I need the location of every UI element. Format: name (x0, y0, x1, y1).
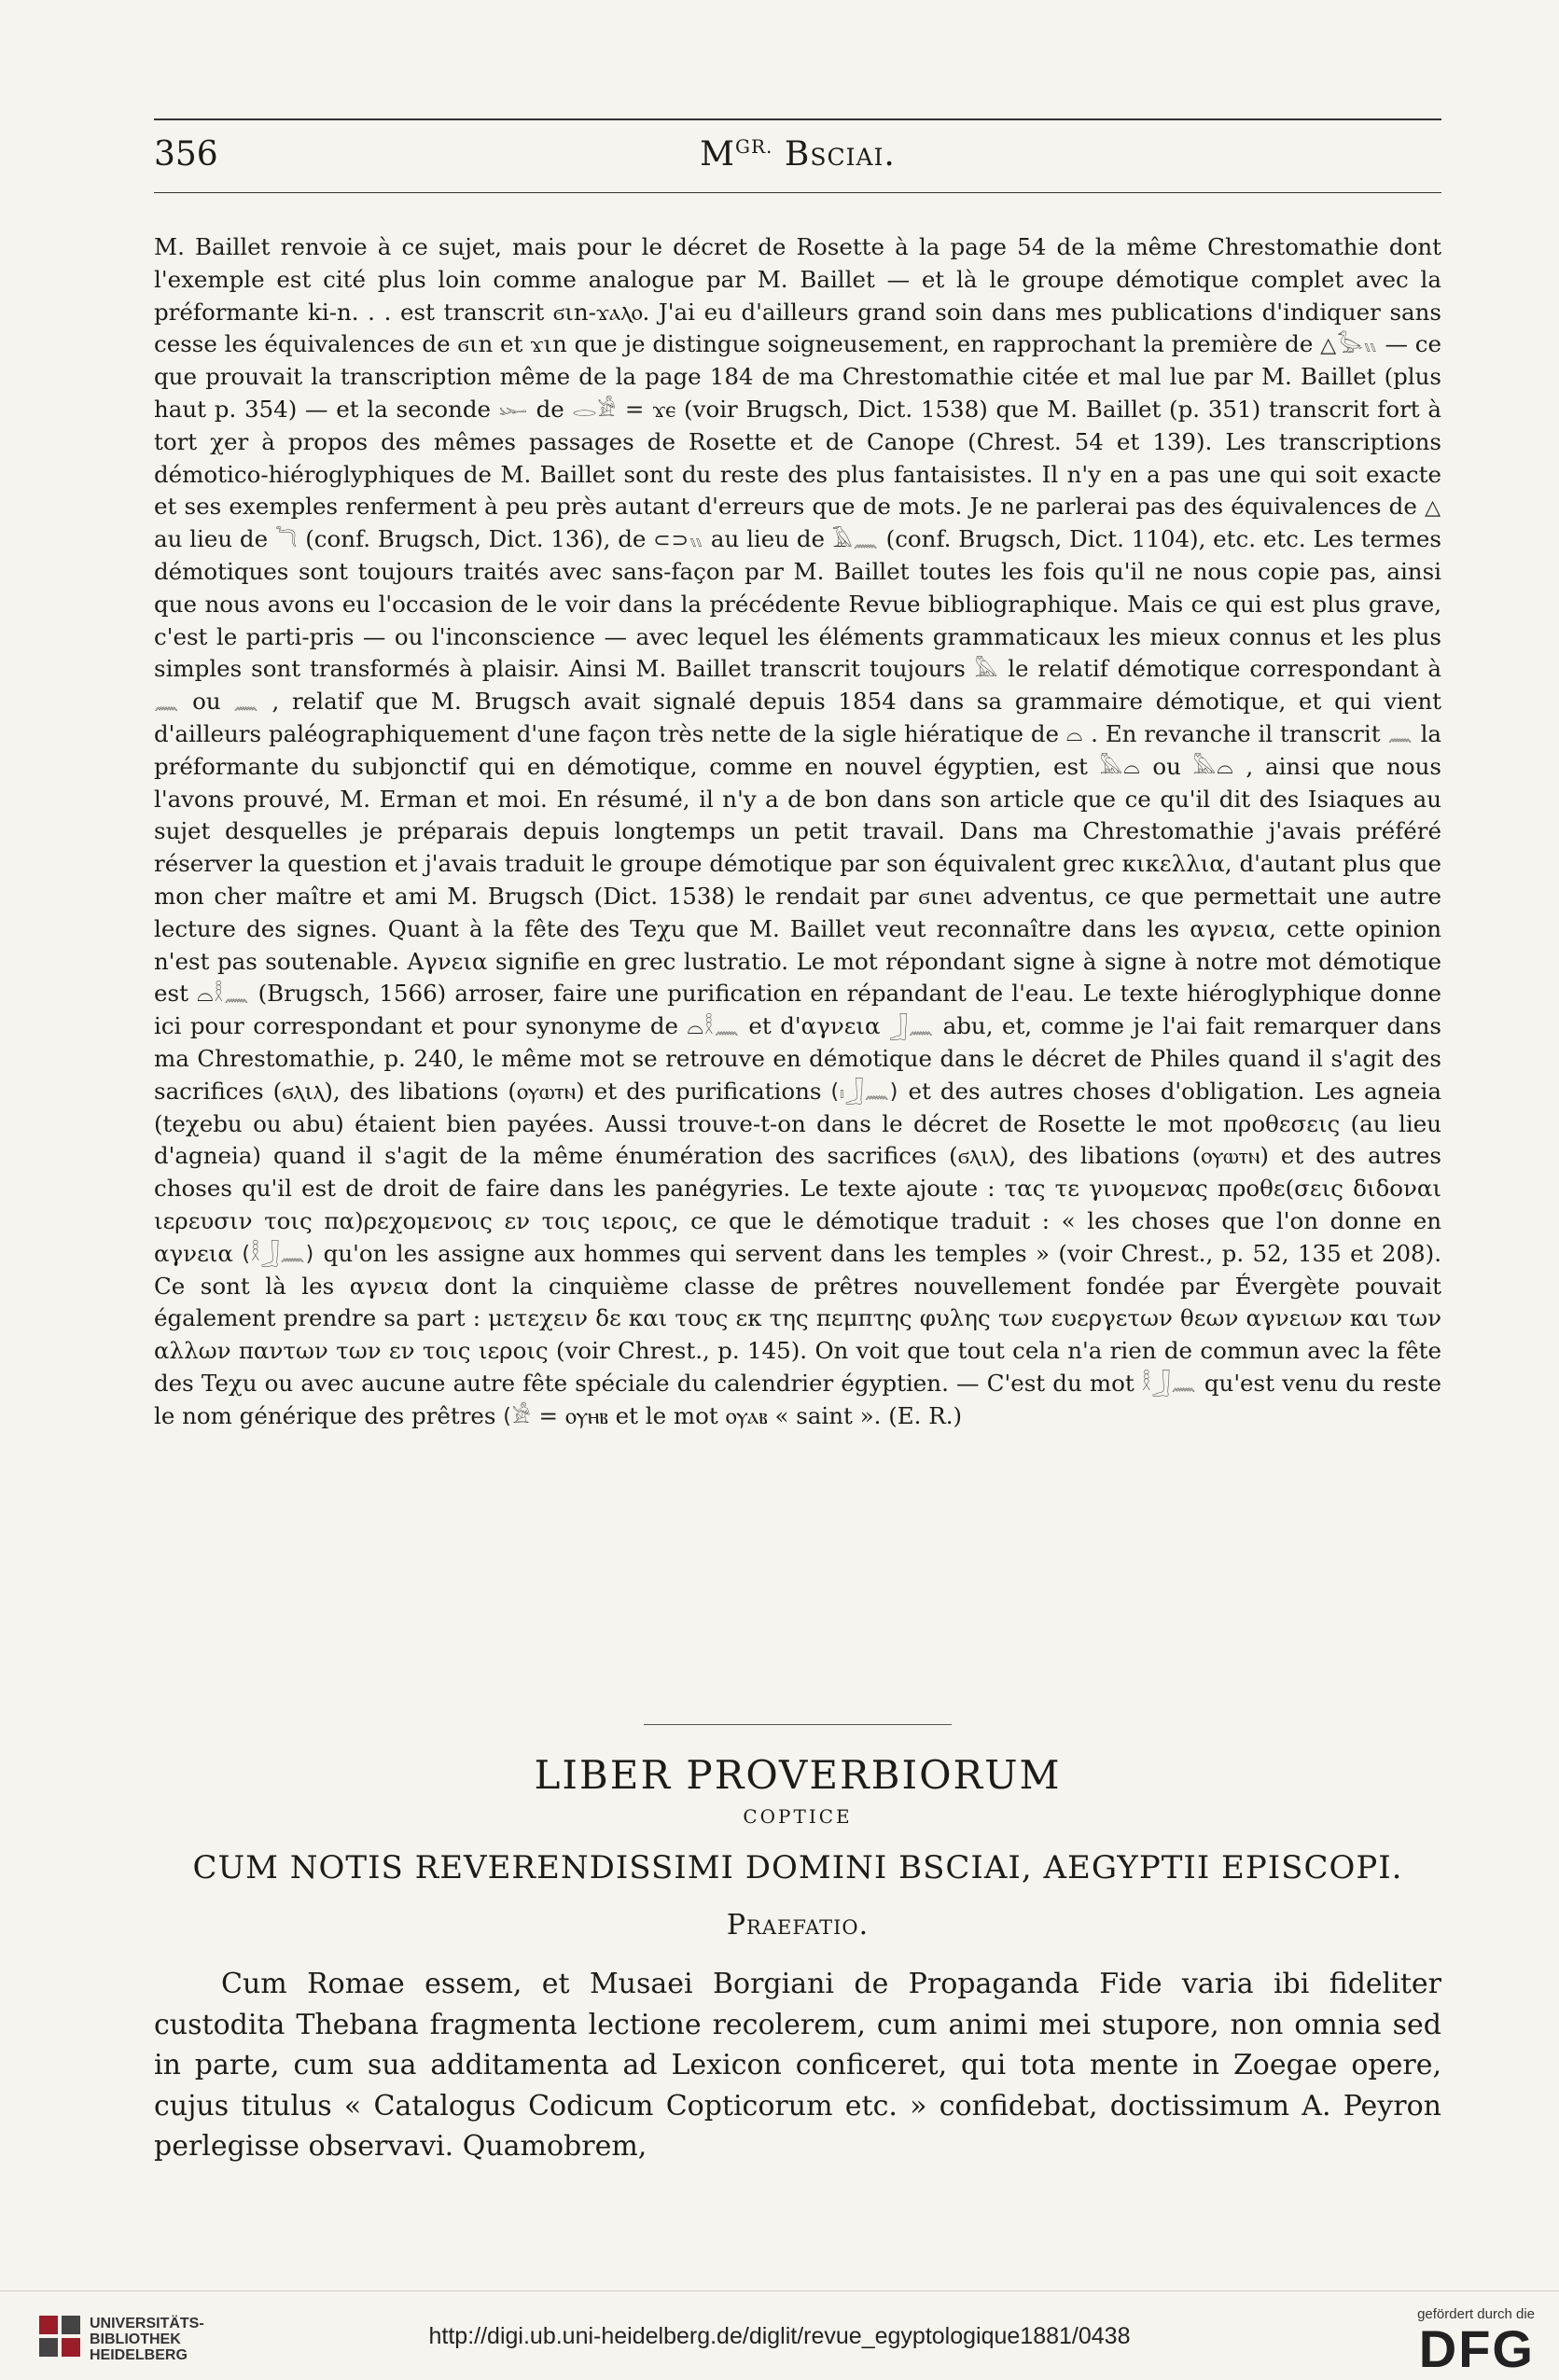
hieroglyph-group-icon: 𓅓 (974, 658, 999, 682)
hieroglyph-group-icon: (𓏤𓃀𓈖) (830, 1080, 899, 1105)
header-rule (154, 192, 1441, 193)
hieroglyph-group-icon: 𓃀𓈖 (889, 1015, 935, 1039)
hieroglyph-group-icon: 𓆱 (498, 398, 528, 423)
praefatio-text: Cum Romae essem, et Musaei Borgiani de Propaganda Fide varia ibi fideliter custodita Thebana fragmenta lectione recolerem, cum animi mei stupore, non omnia sed in parte, cum sua additamenta ad Lexicon conficeret, qui tota mente in Zoegae opere, cujus titulus « Catalogus Codicum Copticorum etc. » confidebat, doctissimum A. Peyron perlegisse observavi. Quamobrem, (154, 1968, 1441, 2163)
hieroglyph-group-icon: 𓎛𓃀𓈖 (1141, 1372, 1197, 1397)
permalink-url[interactable]: http://digi.ub.uni-heidelberg.de/diglit/revue_egyptologique1881/0438 (428, 2323, 1131, 2349)
praefatio-heading: Praefatio. (726, 1909, 870, 1942)
page-header (154, 135, 1441, 182)
hieroglyph-group-icon: △𓅭𓏭 (1320, 333, 1378, 357)
dfg-logo[interactable]: DFG (1418, 2319, 1535, 2378)
hieroglyph-group-icon: △ (1425, 495, 1441, 520)
funding-credit: gefördert durch die DFG (1376, 2306, 1535, 2376)
hieroglyph-group-icon: 𓂋𓀀 (572, 398, 618, 423)
book-title: LIBER PROVERBIORUM (534, 1752, 1062, 1798)
hieroglyph-group-icon: 𓅓⌓ (1192, 756, 1234, 780)
top-rule (154, 118, 1441, 120)
hieroglyph-group-icon: 𓈖 (233, 690, 259, 715)
footer-rule (0, 2290, 1559, 2291)
review-paragraph: M. Baillet renvoie à ce sujet, mais pour le décret de Rosette à la page 54 de la même Chrestomathie dont l'exemple est cité plus loin comme analogue par M. Baillet — et là le groupe démotique complet avec la préformante ki-n. . . est transcrit ϭιn-ϫⲁⲗⲟ. J'ai eu d'ailleurs grand soin dans mes publications d'indiquer sans cesse les équivalences de ϭιn et ϫιn que je distingue soigneusement, en rapprochant la première de △𓅭𓏭 — ce que prouvait la transcription même de la page 184 de ma Chrestomathie citée et mal lue par M. Baillet (plus haut p. 354) — et la seconde 𓆱 de 𓂋𓀀 = ϫⲉ (voir Brugsch, Dict. 1538) que M. Baillet (p. 351) transcrit fort à tort χer à propos des mêmes passages de Rosette et de Canope (Chrest. 54 et 139). Les transcriptions démotico-hiéroglyphiques de M. Baillet sont du reste des plus fantaisistes. Il n'y en a pas une qui soit exacte et ses exemples renferment à peu près autant d'erreurs que de mots. Je ne parlerai pas des équivalences de △ au lieu de 𓆓 (conf. Brugsch, Dict. 136), de ⊂⊃𓏭 au lieu de 𓄿𓈖 (conf. Brugsch, Dict. 1104), etc. etc. Les termes démotiques sont toujours traités avec sans-façon par M. Baillet toutes les fois qu'il ne nous copie pas, ainsi que nous avons eu l'occasion de le voir dans la précédente Revue bibliographique. Mais ce qui est plus grave, c'est le parti-pris — ou l'inconscience — avec lequel les éléments grammaticaux les mieux connus et les plus simples sont transformés à plaisir. Ainsi M. Baillet transcrit toujours 𓅓 le relatif démotique correspondant à 𓈖 ou 𓈖 , relatif que M. Brugsch avait signalé depuis 1854 dans sa grammaire démotique, et qui vient d'ailleurs paléographiquement d'une façon très nette de la sigle hiératique de ⌓ . En revanche il transcrit 𓈖 la préformante du subjonctif qui en démotique, comme en nouvel égyptien, est 𓅓⌓ ou 𓅓⌓ , ainsi que nous l'avons prouvé, M. Erman et moi. En résumé, il n'y a de bon dans son article que ce qu'il dit des Isiaques au sujet desquelles je préparais depuis longtemps un petit travail. Dans ma Chrestomathie j'avais préféré réserver la question et j'avais traduit le groupe démotique par son équivalent grec κικελλια, d'autant plus que mon cher maître et ami M. Brugsch (Dict. 1538) le rendait par ϭιnⲉι adventus, ce que permettait une autre lecture des signes. Quant à la fête des Teχu que M. Baillet veut reconnaître dans les αγνεια, cette opinion n'est pas soutenable. Αγνεια signifie en grec lustratio. Le mot répondant signe à signe à notre mot démotique est ⌓𓎛𓈖 (Brugsch, 1566) arroser, faire une purification en répandant de l'eau. Le texte hiéroglyphique donne ici pour correspondant et pour synonyme de ⌓𓎛𓈖 et d'αγνεια 𓃀𓈖 abu, et, comme je l'ai fait remarquer dans ma Chrestomathie, p. 240, le même mot se retrouve en démotique dans le décret de Philes quand il s'agit des sacrifices (ϭⲗιⲗ), des libations (ⲟⲩⲱⲧⲛ) et des purifications (𓏤𓃀𓈖) et des autres choses d'obligation. Les agneia (teχebu ou abu) étaient bien payées. Aussi trouve-t-on dans le décret de Rosette le mot προθεσεις (au lieu d'agneia) quand il s'agit de la même énumération des sacrifices (ϭⲗιⲗ), des libations (ⲟⲩⲱⲧⲛ) et des autres choses qu'il est de droit de faire dans les panégyries. Le texte ajoute : τας τε γινομενας προθε(σεις διδοναι ιερευσιν τοις πα)ρεχομενοις εν τοις ιεροις, ce que le démotique traduit : « les choses que l'on donne en αγνεια (𓎛𓃀𓈖) qu'on les assigne aux hommes qui servent dans les temples » (voir Chrest., p. 52, 135 et 208). Ce sont là les αγνεια dont la cinquième classe de prêtres nouvellement fondée par Évergète pouvait également prendre sa part : μετεχειν δε και τους εκ της πεμπτης φυλης των ευεργετων θεων αγνειων και των αλλων παντων των εν τοις ιεροις (voir Chrest., p. 145). On voit que tout cela n'a rien de commun avec la fête des Teχu ou avec aucune autre fête spéciale du calendrier égyptien. — C'est du mot 𓎛𓃀𓈖 qu'est venu du reste le nom générique des prêtres (𓀀 = ⲟⲩⲏⲃ et le mot ⲟⲩⲁⲃ « saint ». (E. R.) (154, 233, 1442, 1429)
hieroglyph-group-icon: ⌓ (1065, 723, 1084, 747)
hieroglyph-group-icon: (𓀀 (503, 1405, 532, 1429)
hieroglyph-group-icon: ⌓𓎛𓈖 (197, 982, 250, 1007)
hieroglyph-group-icon: 𓈖 (1387, 723, 1413, 747)
hieroglyph-group-icon: ⌓𓎛𓈖 (687, 1015, 740, 1039)
hieroglyph-group-icon: 𓆓 (274, 528, 299, 552)
running-head: $M^{GR.}$ Bsciai. (700, 135, 896, 174)
book-subtitle: COPTICE (743, 1805, 853, 1828)
section-separator (644, 1724, 952, 1725)
book-annotation-title: CUM NOTIS REVERENDISSIMI DOMINI BSCIAI, AEGYPTII EPISCOPI. (192, 1849, 1403, 1886)
review-body-text (154, 231, 1441, 1438)
page-number: 356 (154, 135, 218, 174)
hieroglyph-group-icon: ⊂⊃𓏭 (653, 528, 704, 552)
hieroglyph-group-icon: (𓎛𓃀𓈖) (242, 1243, 315, 1267)
hieroglyph-group-icon: 𓄿𓈖 (831, 528, 879, 552)
library-name: UNIVERSITÄTS- BIBLIOTHEK HEIDELBERG (90, 2316, 204, 2363)
hieroglyph-group-icon: 𓈖 (154, 690, 180, 715)
hieroglyph-group-icon: 𓅓⌓ (1099, 756, 1141, 780)
